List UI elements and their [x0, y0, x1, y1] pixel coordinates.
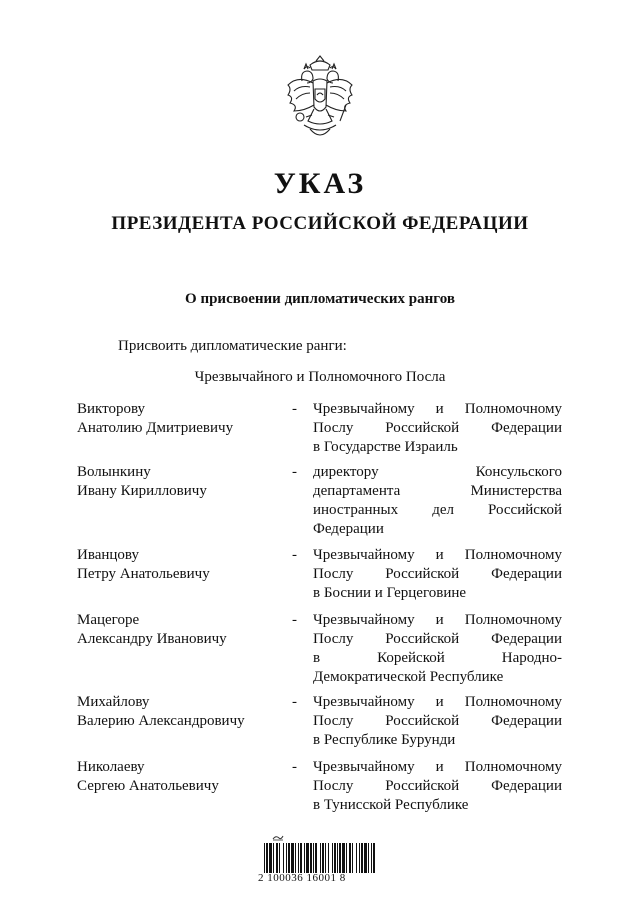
position-line: в Тунисской Республике: [313, 797, 469, 813]
appointee-name-line: Ивану Кирилловичу: [77, 483, 207, 499]
appointee-name: [77, 463, 277, 501]
appointee-name-line: Иванцову: [77, 547, 139, 563]
entry-dash: -: [292, 464, 297, 480]
appointment-position: [313, 611, 562, 687]
entry-dash: -: [292, 547, 297, 563]
position-line: Послу Российской Федерации: [313, 566, 562, 582]
position-line: директору Консульского: [313, 464, 562, 480]
appointment-position: [313, 400, 562, 457]
position-line: в Государстве Израиль: [313, 439, 458, 455]
position-line: иностранных дел Российской: [313, 502, 562, 518]
position-line: в Республике Бурунди: [313, 732, 456, 748]
position-line: департамента Министерства: [313, 483, 562, 499]
position-line: Федерации: [313, 521, 384, 537]
barcode-icon: [262, 843, 378, 873]
position-line: Чрезвычайному и Полномочному: [313, 759, 562, 775]
appointee-name: [77, 611, 277, 649]
position-line: Послу Российской Федерации: [313, 631, 562, 647]
decree-heading: О присвоении дипломатических рангов: [185, 291, 455, 307]
entry-dash: -: [292, 401, 297, 417]
appointee-name-line: Анатолию Дмитриевичу: [77, 420, 234, 436]
appointment-position: [313, 758, 562, 815]
appointment-position: [313, 693, 562, 750]
position-line: Чрезвычайному и Полномочному: [313, 547, 562, 563]
position-line: Чрезвычайному и Полномочному: [313, 694, 562, 710]
appointee-name: [77, 758, 277, 796]
position-line: Послу Российской Федерации: [313, 420, 562, 436]
entry-dash: -: [292, 612, 297, 628]
position-line: в Боснии и Герцеговине: [313, 585, 467, 601]
appointment-position: [313, 546, 562, 603]
barcode-number: 2 100036 16001 8: [258, 872, 346, 884]
decree-intro: Присвоить дипломатические ранги:: [118, 338, 347, 354]
appointee-name-line: Викторову: [77, 401, 146, 417]
appointment-position: [313, 463, 562, 539]
position-line: Чрезвычайному и Полномочному: [313, 401, 562, 417]
appointee-name-line: Мацегоре: [77, 612, 140, 628]
appointee-name: [77, 400, 277, 438]
appointee-name-line: Валерию Александровичу: [77, 713, 245, 729]
position-line: Послу Российской Федерации: [313, 778, 562, 794]
appointee-name-line: Александру Ивановичу: [77, 631, 227, 647]
rank-title: Чрезвычайного и Полномочного Посла: [194, 369, 446, 385]
position-line: в Корейской Народно-: [313, 650, 562, 666]
appointee-name-line: Волынкину: [77, 464, 151, 480]
appointee-name: [77, 546, 277, 584]
appointee-name-line: Михайлову: [77, 694, 150, 710]
position-line: Чрезвычайному и Полномочному: [313, 612, 562, 628]
position-line: Послу Российской Федерации: [313, 713, 562, 729]
coat-of-arms-icon: [280, 55, 360, 145]
position-line: Демократической Республике: [313, 669, 504, 685]
appointee-name: [77, 693, 277, 731]
entry-dash: -: [292, 694, 297, 710]
appointee-name-line: Николаеву: [77, 759, 145, 775]
appointee-name-line: Петру Анатольевичу: [77, 566, 210, 582]
appointee-name-line: Сергею Анатольевичу: [77, 778, 219, 794]
scan-mark-icon: [272, 834, 284, 841]
entry-dash: -: [292, 759, 297, 775]
decree-title: УКАЗ: [273, 167, 367, 200]
decree-subtitle: ПРЕЗИДЕНТА РОССИЙСКОЙ ФЕДЕРАЦИИ: [111, 213, 529, 234]
